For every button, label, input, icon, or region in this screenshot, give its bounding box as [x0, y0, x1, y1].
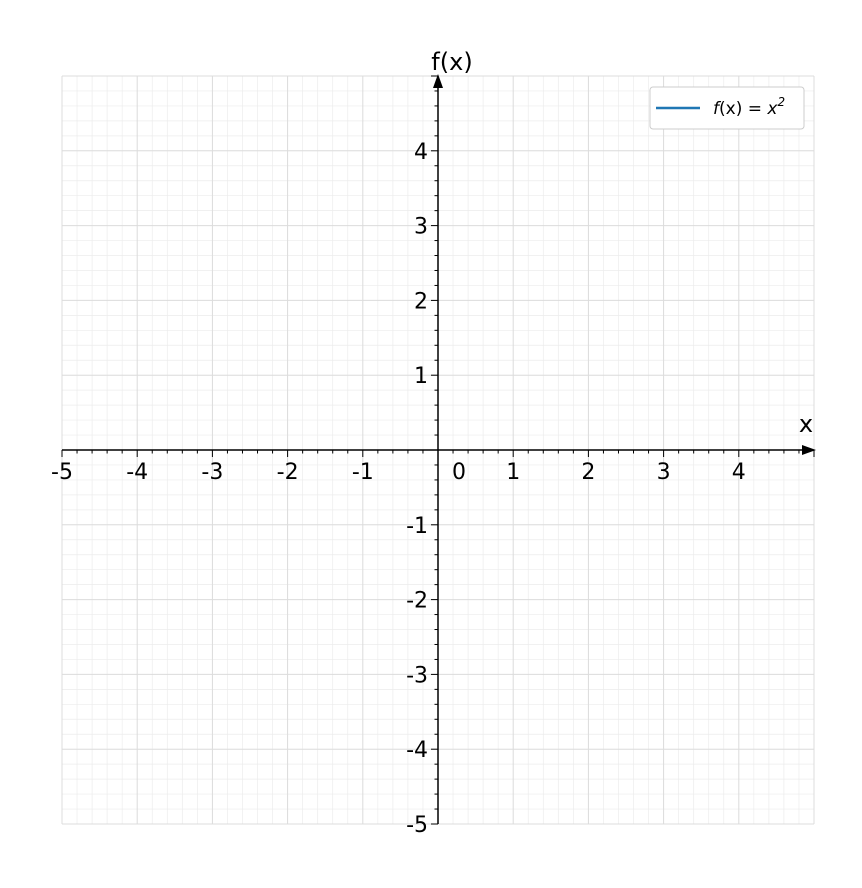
tick-labels	[51, 140, 746, 838]
x-axis-title: x	[798, 410, 814, 438]
x-tick-label: 1	[506, 460, 521, 485]
y-axis-title: f(x)	[431, 48, 473, 76]
x-tick-label: 2	[581, 460, 596, 485]
x-tick-label: 0	[452, 460, 466, 485]
x-tick-label: -4	[126, 460, 149, 485]
x-tick-label: -3	[201, 460, 224, 485]
y-tick-label: 3	[414, 214, 428, 240]
legend-label	[713, 95, 785, 119]
y-tick-label: -3	[406, 663, 428, 689]
y-tick-label: -5	[406, 813, 428, 838]
y-tick-label: -4	[406, 738, 428, 764]
x-tick-label: -5	[51, 460, 73, 485]
y-tick-label: 2	[414, 289, 428, 315]
legend-label-arg: (x)	[719, 99, 743, 119]
y-tick-label: -1	[406, 513, 428, 539]
y-tick-label: 4	[414, 139, 428, 165]
axes	[62, 74, 816, 824]
x-tick-label: 3	[656, 460, 671, 485]
y-tick-label: -2	[406, 588, 428, 614]
x-tick-label: 4	[731, 460, 746, 485]
legend-label-exponent: 2	[777, 95, 786, 109]
legend-label-base: x	[767, 99, 778, 119]
legend-label-f: f	[713, 99, 719, 119]
x-tick-label: -1	[351, 460, 374, 485]
legend	[650, 87, 804, 129]
x-tick-label: -2	[276, 460, 299, 485]
legend-label-equals: =	[742, 99, 768, 119]
y-tick-label: 1	[414, 364, 428, 390]
